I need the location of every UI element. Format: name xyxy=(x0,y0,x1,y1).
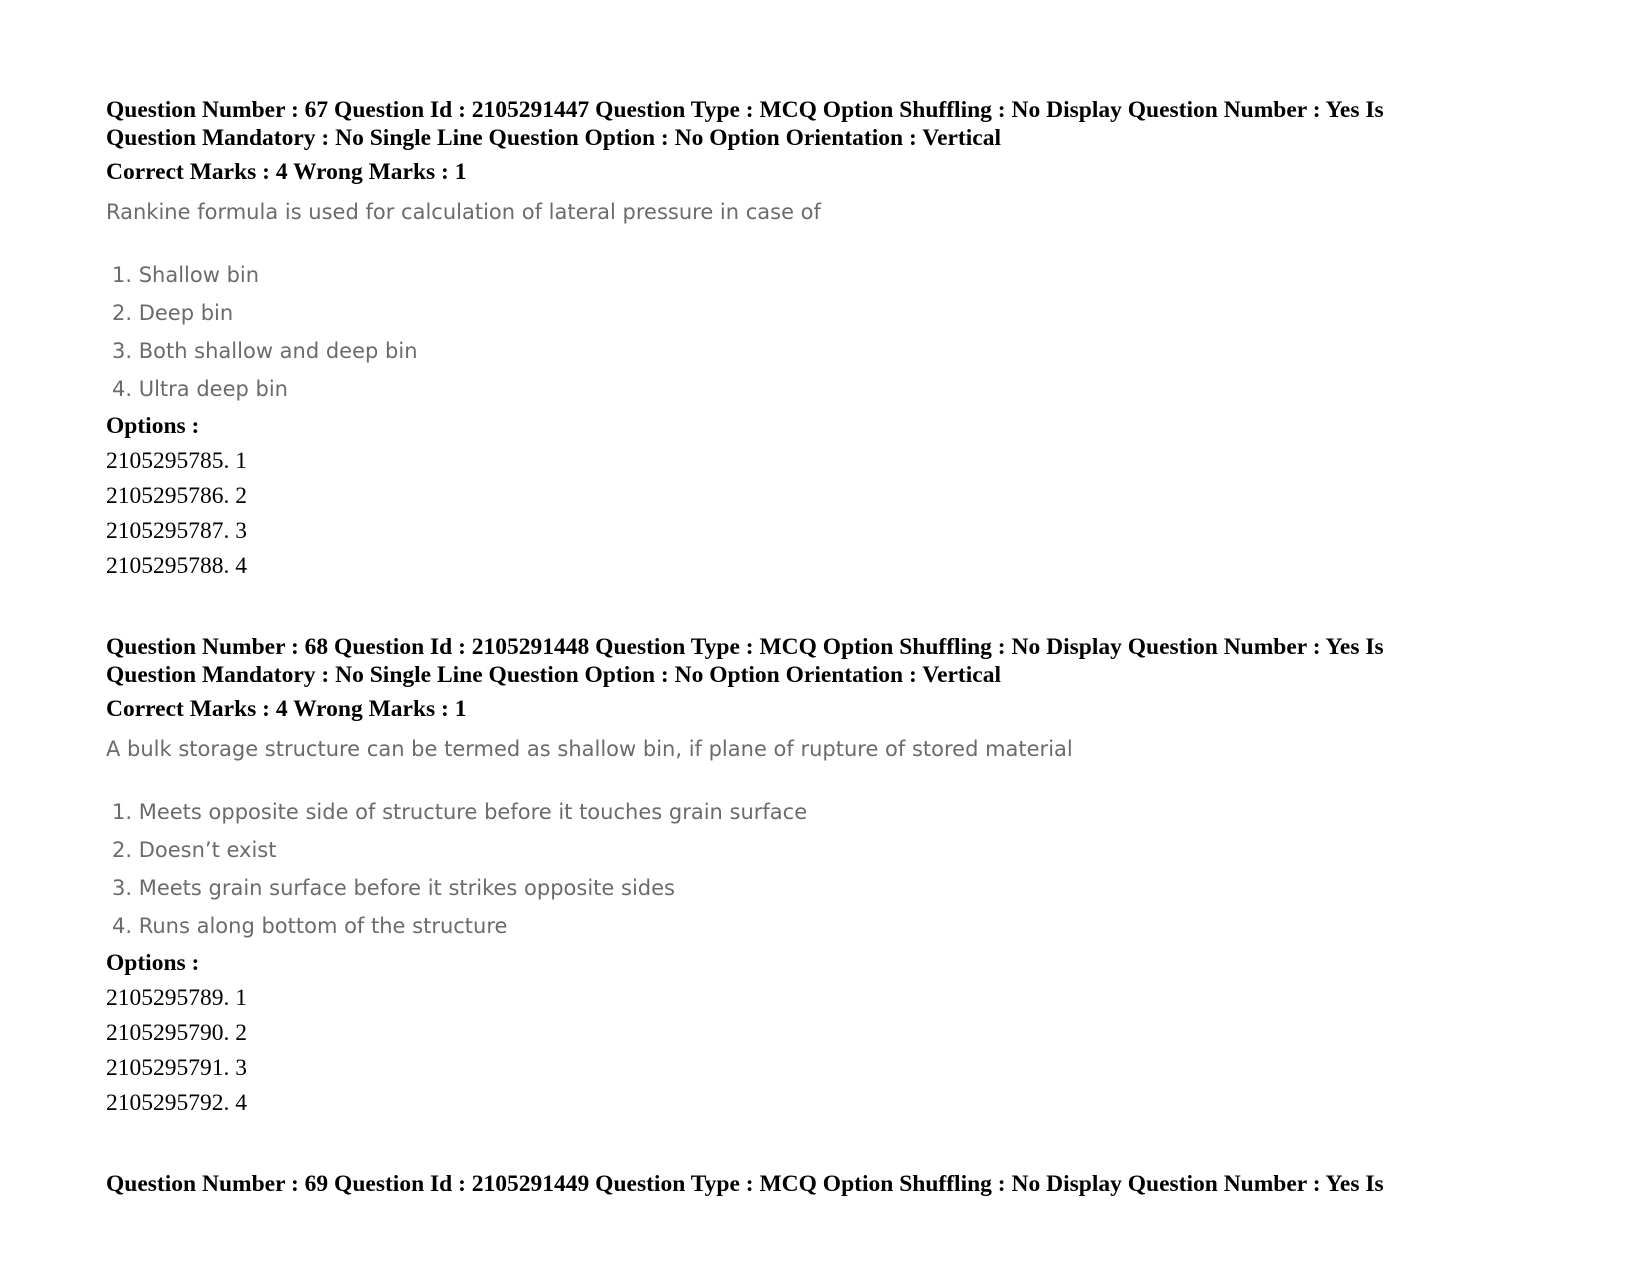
option-id-list xyxy=(106,981,1586,1121)
question-meta xyxy=(106,1170,1586,1198)
answer-choice: 2. Deep bin xyxy=(112,301,234,325)
answer-choices xyxy=(106,793,1586,945)
option-id: 2105295787. 3 xyxy=(106,518,247,544)
question-block-68 xyxy=(106,633,1586,1121)
answer-choice: 3. Meets grain surface before it strikes opposite sides xyxy=(112,876,675,900)
answer-choice: 1. Shallow bin xyxy=(112,263,260,287)
option-id: 2105295789. 1 xyxy=(106,985,247,1011)
answer-choice: 4. Ultra deep bin xyxy=(112,377,288,401)
answer-choice: 2. Doesn’t exist xyxy=(112,838,277,862)
question-marks: Correct Marks : 4 Wrong Marks : 1 xyxy=(106,696,467,722)
question-meta-line-1: Question Number : 67 Question Id : 2105291447 Question Type : MCQ Option Shuffling : No Display Question Number : Yes Is xyxy=(106,97,1384,123)
question-meta xyxy=(106,633,1586,689)
document-page xyxy=(106,96,1586,1198)
option-id: 2105295786. 2 xyxy=(106,483,247,509)
question-meta xyxy=(106,96,1586,152)
question-meta-line-1: Question Number : 68 Question Id : 2105291448 Question Type : MCQ Option Shuffling : No Display Question Number : Yes Is xyxy=(106,634,1384,660)
question-block-67 xyxy=(106,96,1586,584)
option-id: 2105295790. 2 xyxy=(106,1020,247,1046)
options-heading: Options : xyxy=(106,950,200,976)
question-meta-line-1: Question Number : 69 Question Id : 2105291449 Question Type : MCQ Option Shuffling : No Display Question Number : Yes Is xyxy=(106,1171,1384,1197)
question-meta-line-2: Question Mandatory : No Single Line Question Option : No Option Orientation : Vertical xyxy=(106,662,1001,688)
question-block-69 xyxy=(106,1170,1586,1198)
answer-choice: 1. Meets opposite side of structure before it touches grain surface xyxy=(112,800,808,824)
options-heading: Options : xyxy=(106,413,200,439)
question-text: A bulk storage structure can be termed as shallow bin, if plane of rupture of stored material xyxy=(106,737,1073,761)
answer-choice: 3. Both shallow and deep bin xyxy=(112,339,418,363)
question-marks: Correct Marks : 4 Wrong Marks : 1 xyxy=(106,159,467,185)
question-meta-line-2: Question Mandatory : No Single Line Question Option : No Option Orientation : Vertical xyxy=(106,125,1001,151)
option-id: 2105295791. 3 xyxy=(106,1055,247,1081)
option-id: 2105295788. 4 xyxy=(106,553,247,579)
option-id-list xyxy=(106,444,1586,584)
question-text: Rankine formula is used for calculation of lateral pressure in case of xyxy=(106,200,821,224)
option-id: 2105295792. 4 xyxy=(106,1090,247,1116)
option-id: 2105295785. 1 xyxy=(106,448,247,474)
answer-choice: 4. Runs along bottom of the structure xyxy=(112,914,508,938)
answer-choices xyxy=(106,256,1586,408)
